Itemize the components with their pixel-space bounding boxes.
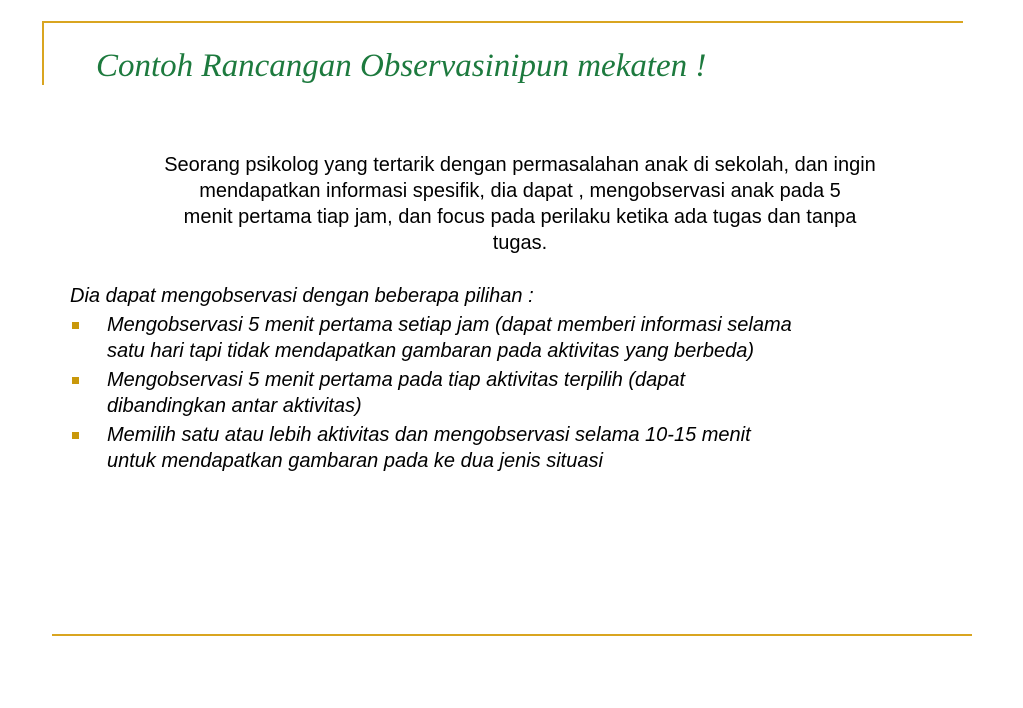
option-line: satu hari tapi tidak mendapatkan gambaran pada aktivitas yang berbeda) [107,340,755,362]
intro-paragraph [70,152,970,256]
intro-line: Seorang psikolog yang tertarik dengan permasalahan anak di sekolah, dan ingin [164,154,876,176]
square-bullet-icon [72,322,79,329]
option-line: Mengobservasi 5 menit pertama pada tiap aktivitas terpilih (dapat [107,369,686,391]
top-divider-line [42,21,963,23]
intro-line: tugas. [492,232,548,254]
slide-title: Contoh Rancangan Observasinipun mekaten ! [96,48,707,84]
bottom-divider-line [52,634,972,636]
slide-body [70,152,970,474]
option-line: Memilih satu atau lebih aktivitas dan mengobservasi selama 10-15 menit [107,424,751,446]
options-list [70,312,970,474]
option-line: Mengobservasi 5 menit pertama setiap jam (dapat memberi informasi selama [107,314,792,336]
square-bullet-icon [72,377,79,384]
option-item [70,422,970,474]
intro-line: menit pertama tiap jam, dan focus pada perilaku ketika ada tugas dan tanpa [183,206,857,228]
intro-line: mendapatkan informasi spesifik, dia dapat , mengobservasi anak pada 5 [199,180,841,202]
option-line: dibandingkan antar aktivitas) [107,395,362,417]
options-lead-text: Dia dapat mengobservasi dengan beberapa pilihan : [70,285,534,307]
square-bullet-icon [72,432,79,439]
option-item [70,367,970,419]
option-line: untuk mendapatkan gambaran pada ke dua jenis situasi [107,450,603,472]
option-item [70,312,970,364]
left-divider-line [42,21,44,85]
